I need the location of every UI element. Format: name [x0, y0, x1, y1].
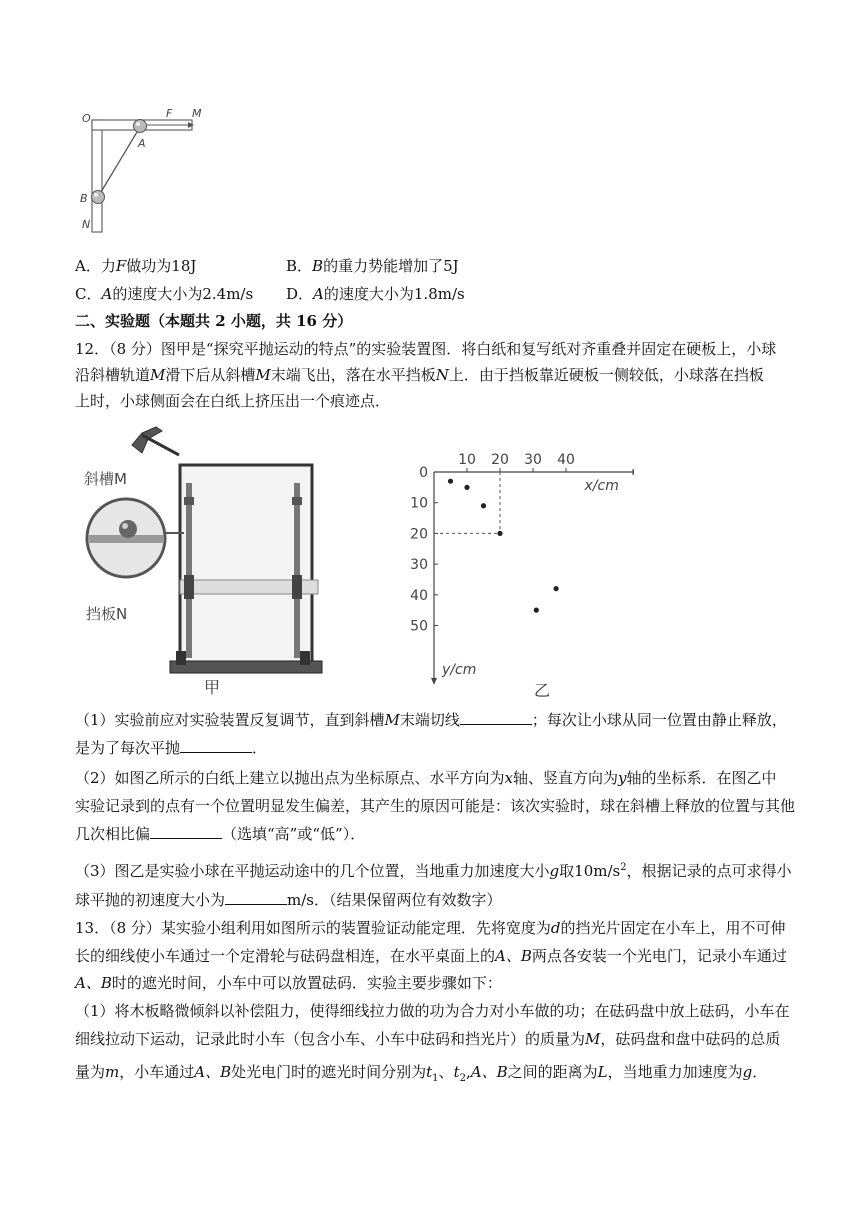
q13-text: ，砝码盘和盘中砝码的总质	[600, 1030, 781, 1048]
var-M: M	[150, 366, 166, 384]
y-tick-label-0: 0	[419, 465, 428, 481]
q12-part1-line1	[75, 710, 805, 730]
q13-text: 长的细线使小车通过一个定滑轮与砝码盘相连，在水平桌面上的	[75, 947, 496, 965]
ball-A	[134, 120, 147, 133]
q12-part3-text: 球平抛的初速度大小为	[75, 891, 226, 909]
q12-part1-line2	[75, 738, 805, 758]
data-point-5	[534, 608, 539, 613]
option-b	[286, 256, 459, 276]
option-d-prefix: D．	[286, 285, 314, 303]
q13-line-6: 量为m，小车通过A、B处光电门时的遮光时间分别为$t_1$、$t_2,A$、B之间的距离为L，当地重力加速度为g．	[75, 1063, 768, 1084]
ball-B	[92, 191, 105, 204]
caption-jia: 甲	[204, 678, 221, 697]
data-point-1	[448, 479, 453, 484]
option-c	[75, 284, 253, 304]
q12-part3-text: m/s．（结果保留两位有效数字）	[287, 891, 502, 909]
var-AB: A、B	[470, 1063, 508, 1081]
q12-part1-text: ；每次让小球从同一位置由静止释放，	[531, 711, 787, 729]
q12-part2-text: （选填“高”或“低”）．	[222, 825, 366, 843]
q12-part2-text: 轴的坐标系．在图乙中	[626, 769, 777, 787]
q13-text: 量为	[75, 1063, 106, 1081]
q13-line-5	[75, 1029, 805, 1049]
option-a-text: 做功为	[126, 257, 172, 275]
q12-part2-text: 轴、竖直方向为	[513, 769, 619, 787]
q12-part1-text: 末端切线	[399, 711, 460, 729]
y-tick-label-40: 40	[410, 587, 428, 604]
answer-blank-1[interactable]	[460, 710, 532, 725]
option-d-var: A	[313, 285, 324, 303]
option-c-prefix: C．	[75, 285, 102, 303]
var-t2: t	[453, 1063, 460, 1081]
answer-blank-3[interactable]	[150, 824, 222, 839]
var-d: d	[550, 919, 561, 937]
data-point-6	[554, 586, 559, 591]
y-tick-label-30: 30	[410, 557, 428, 574]
q12-part3-text: 取	[559, 862, 575, 880]
q13-line-2	[75, 946, 805, 966]
q13-text: 13．（8 分）某实验小组利用如图所示的装置验证动能定理．先将宽度为	[75, 919, 551, 937]
option-b-value: 5J	[443, 257, 459, 275]
data-point-2	[464, 485, 469, 490]
data-point-4	[497, 531, 502, 536]
q13-text: 细线拉动下运动，记录此时小车（包含小车、小车中砝码和挡光片）的质量为	[75, 1030, 586, 1048]
q13-text: ，小车通过	[119, 1063, 195, 1081]
q13-text: ，当地重力加速度为	[607, 1063, 743, 1081]
q12-part2-line2: 实验记录到的点有一个位置明显发生偏差，其产生的原因可能是：该次实验时，球在斜槽上释放的位置与其他	[75, 797, 796, 815]
var-M: M	[384, 711, 400, 729]
option-a	[75, 256, 196, 276]
vertical-rod	[92, 120, 102, 232]
apparatus-figure-jia	[84, 425, 334, 705]
y-axis-arrow	[431, 678, 437, 685]
q12-text: 滑下后从斜槽	[165, 366, 256, 384]
option-a-value: 18J	[171, 257, 197, 275]
x-tick-label-40: 40	[557, 452, 575, 468]
x-axis-arrow	[633, 469, 635, 475]
rail-right	[294, 483, 300, 658]
option-d	[286, 284, 465, 304]
option-c-value: 2.4m/s	[202, 285, 254, 303]
option-a-var: F	[115, 257, 127, 275]
data-point-3	[481, 503, 486, 508]
var-AB: A、B	[194, 1063, 232, 1081]
var-g: g	[742, 1063, 753, 1081]
subscript-2: 2	[459, 1073, 466, 1084]
label-B: B	[80, 192, 88, 205]
option-a-prefix: A．力	[75, 257, 116, 275]
rod-pulley-figure	[70, 100, 220, 240]
ball-in-inset	[119, 520, 137, 538]
option-d-text: 的速度大小为	[323, 285, 414, 303]
chute-ramp	[132, 427, 162, 453]
var-M: M	[255, 366, 271, 384]
hard-board	[180, 465, 312, 665]
q12-part1-text: （1）实验前应对实验装置反复调节，直到斜槽	[75, 711, 385, 729]
q12-line-1: 12．（8 分）图甲是“探究平抛运动的特点”的实验装置图．将白纸和复写纸对齐重叠并固定在硬板上，小球	[75, 340, 777, 358]
q12-part3-line1	[75, 858, 805, 881]
option-c-text: 的速度大小为	[112, 285, 203, 303]
q13-line-4: （1）将木板略微倾斜以补偿阻力，使得细线拉力做的功为合力对小车做的功；在砝码盘中放上砝码，小车在	[75, 1002, 790, 1020]
q12-part3-text: ，根据记录的点可求得小	[626, 862, 792, 880]
gravity-value: 10m/s	[574, 862, 621, 880]
var-AB: A、B	[75, 974, 112, 992]
q12-part2-text: （2）如图乙所示的白纸上建立以抛出点为坐标原点、水平方向为	[75, 769, 505, 787]
label-baffle: 挡板N	[86, 605, 128, 623]
var-N: N	[435, 366, 449, 384]
label-F: F	[166, 107, 173, 120]
q13-text: 时的遮光时间，小车中可以放置砝码．实验主要步骤如下：	[111, 974, 502, 992]
label-O: O	[82, 112, 91, 125]
q12-part2-line1	[75, 768, 805, 788]
var-m: m	[105, 1063, 120, 1081]
var-M: M	[585, 1030, 601, 1048]
option-b-var: B	[312, 257, 324, 275]
label-chute: 斜槽M	[84, 470, 127, 488]
x-tick-label-10: 10	[458, 452, 476, 468]
q12-part3-line2	[75, 890, 805, 910]
q13-text: 之间的距离为	[507, 1063, 598, 1081]
q13-text: 两点各安装一个光电门，记录小车通过	[531, 947, 787, 965]
q13-text: 处光电门时的遮光时间分别为	[231, 1063, 427, 1081]
var-AB: A、B	[495, 947, 532, 965]
q12-text: 末端飞出，落在水平挡板	[270, 366, 436, 384]
subscript-1: 1	[432, 1073, 439, 1084]
connecting-rod	[98, 127, 140, 197]
rail-left	[186, 483, 192, 658]
scatter-figure-yi	[404, 440, 634, 710]
y-tick-label-10: 10	[410, 495, 428, 512]
var-L: L	[597, 1063, 608, 1081]
q13-line-3	[75, 973, 805, 993]
base	[170, 661, 322, 673]
var-g: g	[549, 862, 560, 880]
q12-line-2	[75, 365, 805, 385]
option-c-var: A	[101, 285, 113, 303]
q12-text: 上．由于挡板靠近硬板一侧较低，小球落在挡板	[448, 366, 764, 384]
option-b-text: 的重力势能增加了	[323, 257, 444, 275]
option-b-prefix: B．	[286, 257, 313, 275]
q12-part3-text: （3）图乙是实验小球在平抛运动途中的几个位置，当地重力加速度大小	[75, 862, 550, 880]
q12-part1-text: ．	[252, 739, 268, 757]
caption-yi: 乙	[534, 681, 551, 700]
superscript-2: 2	[620, 862, 627, 873]
x-tick-label-30: 30	[524, 452, 542, 468]
y-axis-label: y/cm	[442, 661, 477, 678]
label-N: N	[82, 218, 91, 231]
var-x: x	[504, 769, 514, 787]
y-tick-label-50: 50	[410, 618, 428, 635]
q13-text: 的挡光片固定在小车上，用不可伸	[560, 919, 786, 937]
option-d-value: 1.8m/s	[413, 285, 465, 303]
label-M: M	[192, 107, 202, 120]
x-tick-label-20: 20	[491, 452, 509, 468]
x-axis-label: x/cm	[584, 478, 619, 494]
q12-part1-text: 是为了每次平抛	[75, 739, 181, 757]
y-tick-label-20: 20	[410, 526, 428, 543]
q12-part2-text: 几次相比偏	[75, 825, 151, 843]
label-A: A	[138, 137, 146, 150]
q12-part2-line3	[75, 824, 805, 844]
answer-blank-2[interactable]	[180, 738, 252, 753]
q13-text: ．	[752, 1063, 768, 1081]
answer-blank-4[interactable]	[225, 890, 287, 905]
q13-line-1	[75, 918, 805, 938]
var-y: y	[618, 769, 627, 787]
q12-text: 沿斜槽轨道	[75, 366, 151, 384]
var-t1: t	[426, 1063, 433, 1081]
q12-line-3: 上时，小球侧面会在白纸上挤压出一个痕迹点．	[75, 392, 391, 410]
section-title: 二、实验题（本题共 2 小题，共 16 分）	[75, 312, 353, 330]
